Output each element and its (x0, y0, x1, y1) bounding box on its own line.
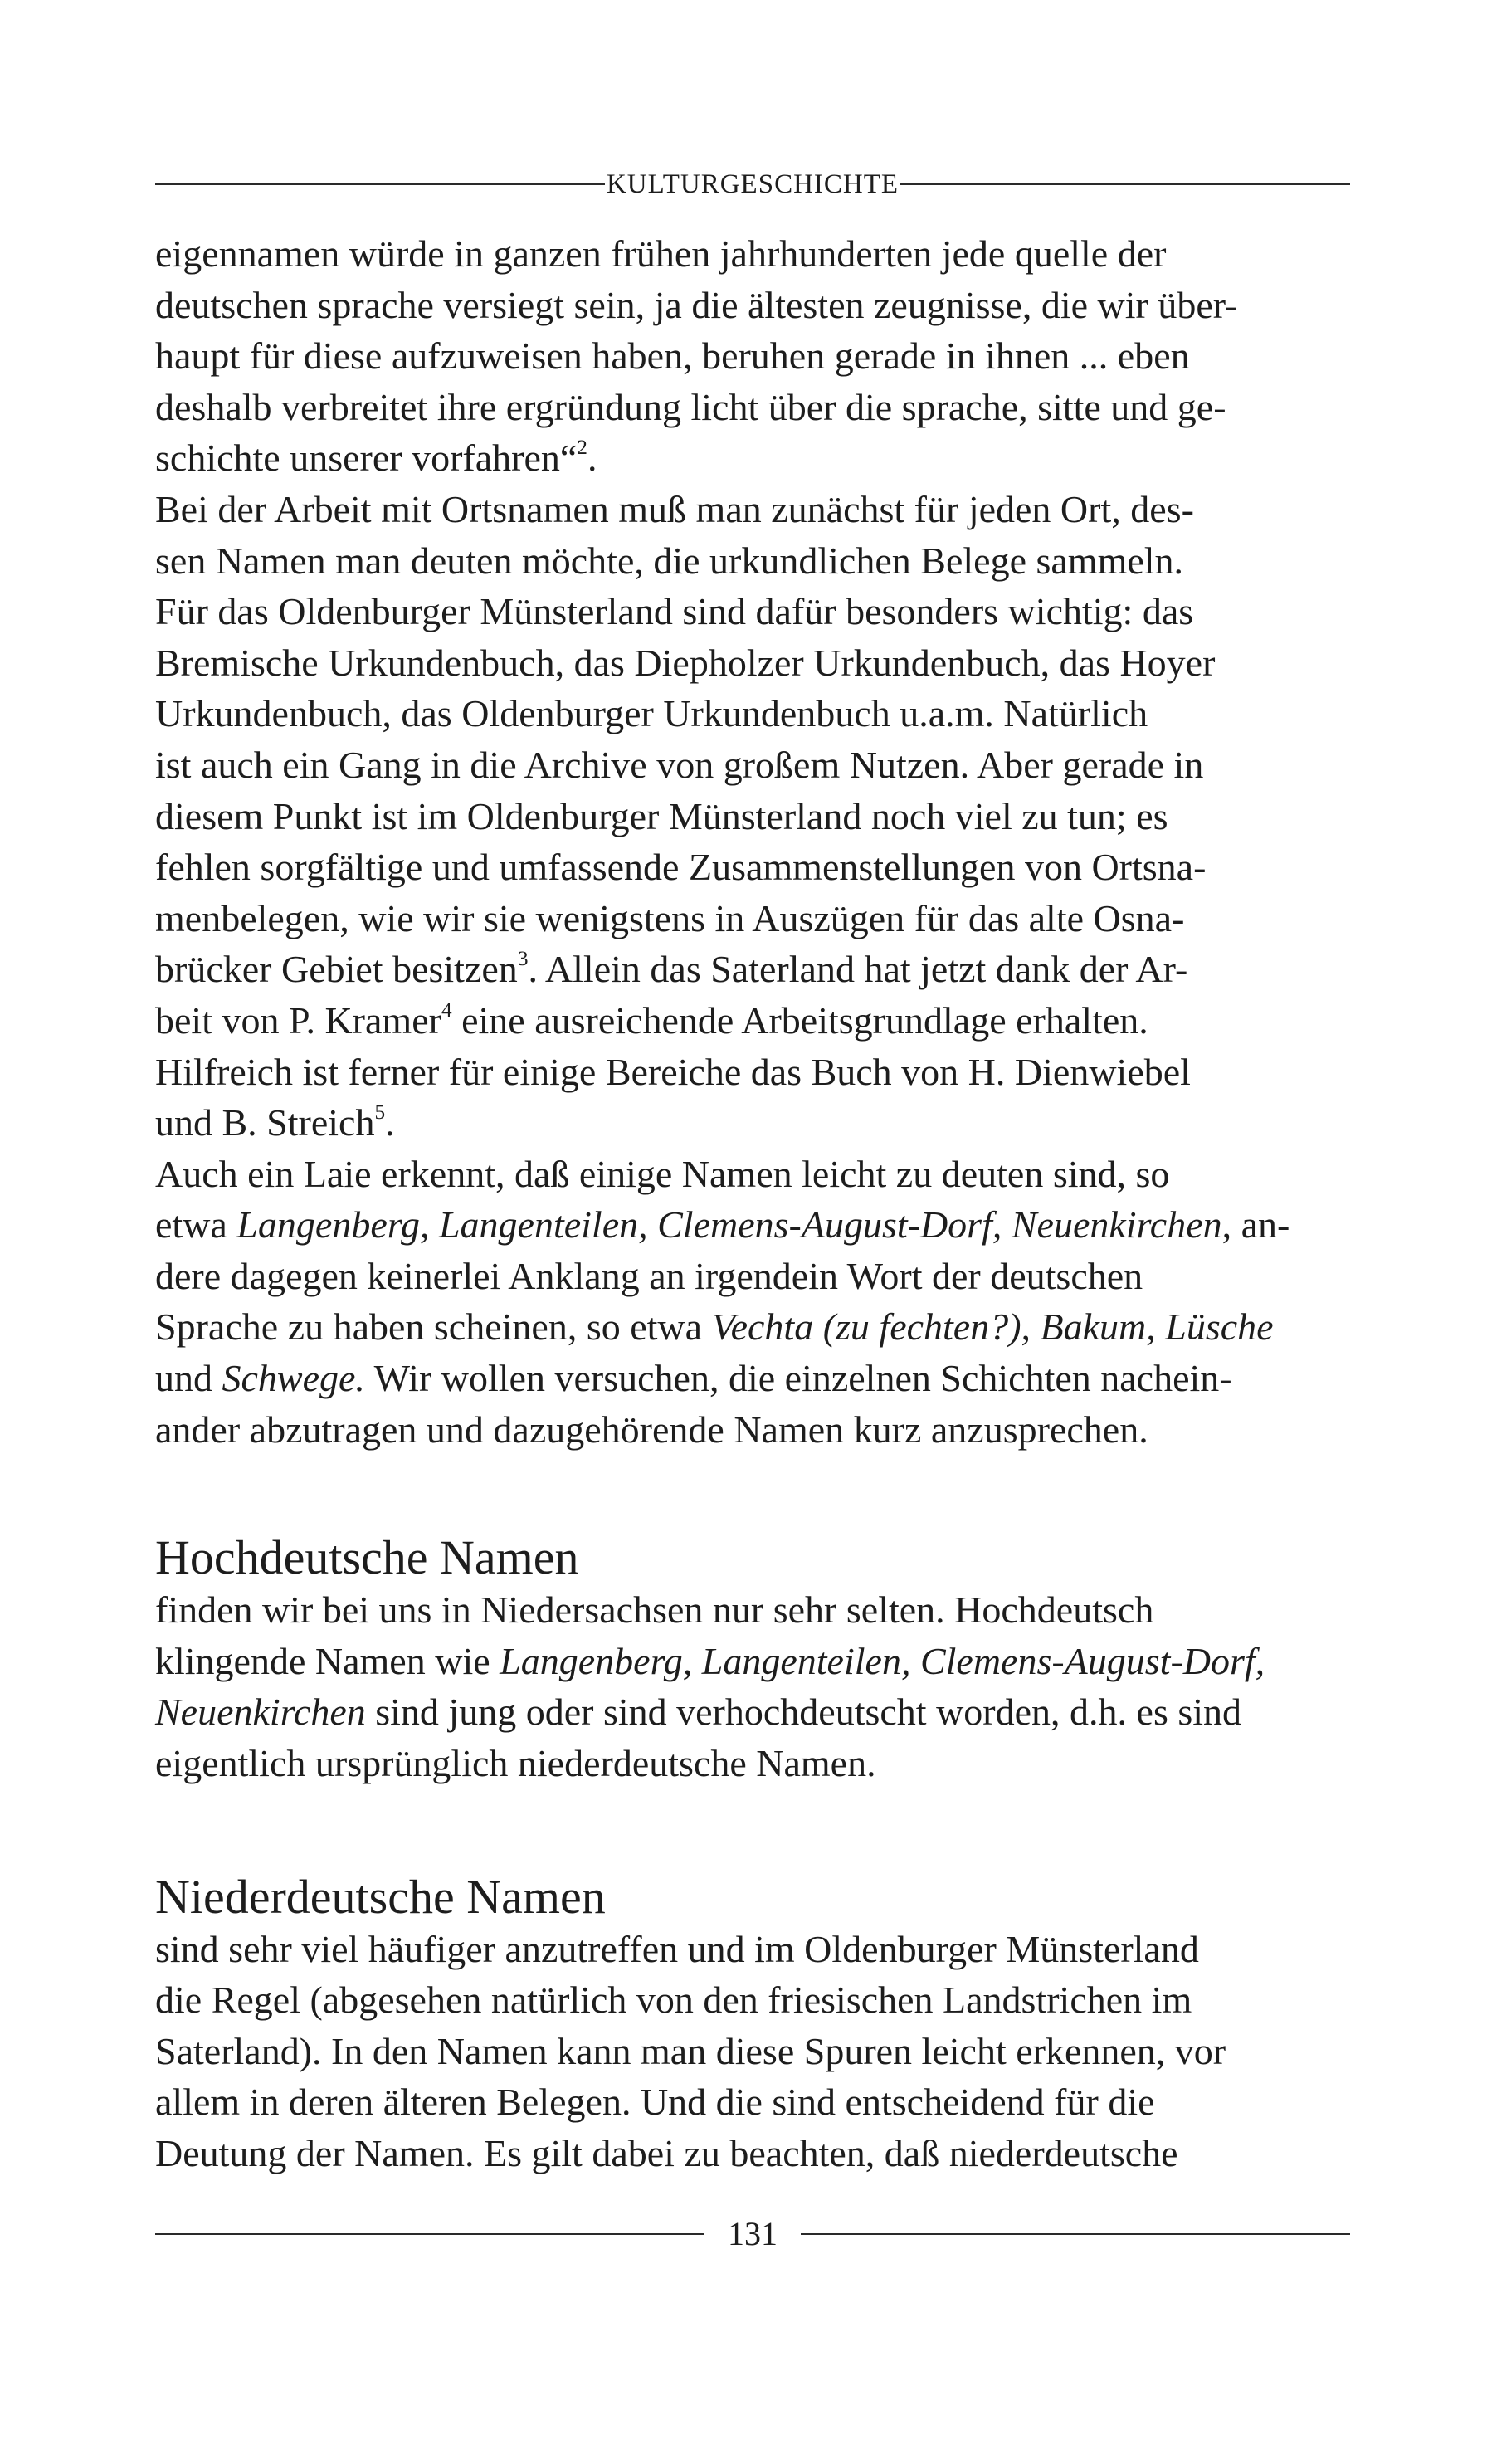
running-header (155, 168, 1350, 201)
running-title: KULTURGESCHICHTE (606, 169, 900, 199)
paragraph-text: und (155, 1357, 212, 1400)
footnote-ref-2: 2 (577, 436, 587, 460)
italic-place-names: Langenberg, Langenteilen, Clemens-August-Dorf, Neuenkirchen (236, 1203, 1222, 1247)
paragraph-text: Bei der Arbeit mit Ortsnamen muß man zunächst für jeden Ort, des- sen Namen man deuten möchte, die urkundlichen Belege sammeln. Für das Oldenburger Münsterland sind dafür besonders wichtig: das Bremische Urkundenbuch, das Diepholzer Urkundenbuch, das Hoyer Urkundenbuch, das Oldenburger Urkundenbuch u.a.m. Natürlich ist auch ein Gang in die Archive von großem Nutzen. Aber gerade in diesem Punkt ist im Oldenburger Münsterland noch viel zu tun; es fehlen sorgfältige und umfassende Zusammenstellungen von Ortsna- menbelegen, wie wir sie wenigstens in Auszügen für das alte Osna- brücker Gebiet besitzen (155, 487, 1216, 991)
paragraph-text: . (587, 437, 597, 480)
paragraph-text: sind jung oder sind verhochdeutscht worden, d.h. es sind eigentlich ursprünglich niederdeutsche Namen. (155, 1691, 1242, 1785)
header-rule-left (155, 183, 605, 185)
book-page (155, 0, 1350, 2464)
paragraph-text: . (385, 1101, 395, 1144)
paragraph-text: Wir wollen versuchen, die einzelnen Schichten nachein- ander abzutragen und dazugehörende Namen kurz anzusprechen. (155, 1357, 1232, 1451)
footer-rule-left (155, 2233, 704, 2235)
paragraph-hochdeutsch (155, 1584, 1350, 1788)
footnote-ref-4: 4 (441, 998, 452, 1022)
paragraph-text: Auch ein Laie erkennt, daß einige Namen leicht zu deuten sind, so etwa (155, 1152, 1170, 1247)
paragraph-niederdeutsch: sind sehr viel häufiger anzutreffen und im Oldenburger Münsterland die Regel (abgesehen natürlich von den friesischen Landstrichen im Saterland). In den Namen kann man diese Spuren leicht erkennen, vor allem in deren älteren Belegen. Und die sind entscheidend für die Deutung der Namen. Es gilt dabei zu beachten, daß niederdeutsche (155, 1927, 1226, 2174)
footnote-ref-3: 3 (517, 947, 529, 971)
italic-place-name: Schwege. (222, 1357, 365, 1400)
paragraph-name-layers (155, 1149, 1350, 1456)
section-heading-hochdeutsch: Hochdeutsche Namen (155, 1530, 579, 1585)
header-rule-right (900, 183, 1350, 185)
footer-rule-right (801, 2233, 1350, 2235)
paragraph-text: eigennamen würde in ganzen frühen jahrhunderten jede quelle der deutschen sprache versiegt sein, ja die ältesten zeugnisse, die wir über- haupt für diese aufzuweisen haben, beruhen gerade in ihnen ... eben deshalb verbreitet ihre ergründung licht über die sprache, sitte und ge- schichte unserer vorfahren“ (155, 232, 1238, 480)
page-footer (155, 2214, 1350, 2254)
paragraph-text: eine ausreichende Arbeitsgrundlage erhalten. Hilfreich ist ferner für einige Bereiche das Buch von H. Dienwiebel und B. Streich (155, 998, 1191, 1144)
body-text (155, 228, 1350, 2179)
paragraph-sources (155, 484, 1350, 1149)
italic-place-names: Langenberg, Langenteilen, Clemens-August-Dorf, Neuenkirchen (155, 1639, 1265, 1734)
paragraph-text: finden wir bei uns in Niedersachsen nur sehr selten. Hochdeutsch klingende Namen wie (155, 1588, 1154, 1682)
page-number: 131 (728, 2215, 778, 2252)
paragraph-quote-end (155, 228, 1350, 484)
paragraph-text: , an- dere dagegen keinerlei Anklang an irgendein Wort der deutschen Sprache zu haben scheinen, so etwa (155, 1203, 1290, 1349)
section-heading-niederdeutsch: Niederdeutsche Namen (155, 1869, 606, 1924)
paragraph-text: . Allein das Saterland hat jetzt dank der Ar- beit von P. Kramer (155, 948, 1188, 1042)
italic-place-names: Vechta (zu fechten?), Bakum, Lüsche (711, 1305, 1274, 1349)
footnote-ref-5: 5 (374, 1100, 386, 1124)
